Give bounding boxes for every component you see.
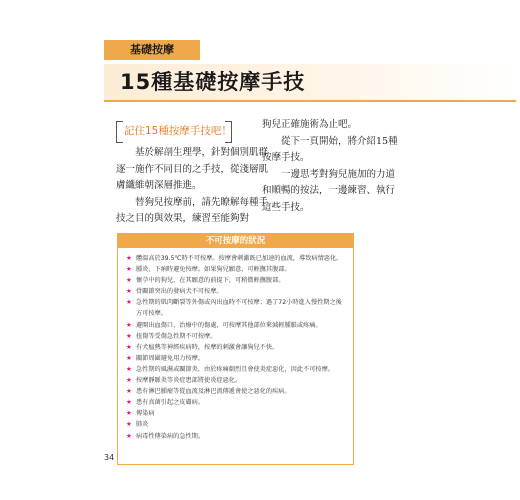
callout-bracket-left — [116, 121, 123, 143]
body-right-column — [262, 117, 402, 216]
warning-box-title: 不可按摩的狀況 — [118, 234, 353, 248]
callout — [116, 121, 232, 143]
body-left-column — [116, 145, 276, 228]
star-icon: ★ — [126, 265, 132, 274]
list-item-text: 患有淋巴腫瘤等從血流及淋巴流傳遞會使之惡化的疾病。 — [136, 388, 291, 396]
star-icon: ★ — [126, 254, 132, 262]
list-item — [126, 397, 347, 408]
title-rule — [104, 100, 516, 102]
star-icon: ★ — [126, 298, 132, 307]
list-item-text: 有犬瘟熱等神經疾病時，按摩的刺激會讓狗兒不快。 — [136, 343, 279, 351]
list-item-text: 急性期的肌肉斷裂等外傷或內出血時不可按摩；過了72小時進入慢性期之後方可按摩。 — [136, 299, 342, 318]
list-item-text: 急性期的風濕或關節炎，由於疼痛劇烈且會使炎症惡化，因此不可按摩。 — [136, 365, 334, 373]
list-item-text: 患有真菌引起之皮膚病。 — [136, 399, 205, 407]
list-item — [126, 375, 347, 386]
list-item — [126, 386, 347, 397]
star-icon: ★ — [126, 353, 132, 362]
body-paragraph: 從下一頁開始，將介紹15種按摩手技。 — [262, 135, 398, 163]
body-paragraph: 基於解剖生理學，針對個別肌群逐一施作不同目的之手技，從淺層肌膚纖維朝深層推進。 — [116, 147, 269, 191]
body-paragraph: 替狗兒按摩前，請先瞭解每種手技之目的與效果，練習至能夠對 — [116, 196, 269, 224]
list-item-text: 懷孕中的狗兒，在其願意的前提下，可稍微輕撫腹部。 — [136, 277, 285, 285]
list-item — [126, 286, 347, 297]
body-paragraph: 一邊思考對狗兒施加的力道和順暢的按法，一邊練習、執行這些手技。 — [262, 168, 396, 213]
list-item — [126, 353, 347, 364]
list-item-text: 傳染病 — [136, 410, 155, 418]
list-item — [126, 253, 347, 264]
page-title: 15種基礎按摩手技 — [120, 70, 306, 94]
list-item — [126, 331, 347, 342]
star-icon: ★ — [126, 409, 132, 418]
list-item — [126, 419, 347, 430]
list-item-text: 按摩靜脈炎等炎症患部將使炎症惡化。 — [136, 377, 242, 385]
list-item-text: 關節周圍避免用力按摩。 — [136, 354, 205, 362]
list-item — [126, 320, 347, 331]
warning-list — [118, 253, 353, 442]
list-item-text: 骨關節突出的發病犬不可按摩。 — [136, 288, 223, 296]
callout-text: 記住15種按摩手技吧！ — [124, 125, 232, 137]
star-icon: ★ — [126, 431, 132, 440]
list-item — [126, 342, 347, 353]
star-icon: ★ — [126, 376, 132, 385]
list-item — [126, 364, 347, 375]
list-item — [126, 431, 347, 442]
list-item-text: 避開出血傷口，治療中的傷處，可按摩其他部位來減輕腫脹或疼痛。 — [136, 321, 322, 329]
list-item-text: 扭傷等受傷急性期不可按摩。 — [136, 332, 217, 340]
callout-bracket-right — [225, 121, 232, 143]
warning-box — [117, 233, 354, 465]
star-icon: ★ — [126, 398, 132, 407]
star-icon: ★ — [126, 320, 132, 329]
list-item — [126, 275, 347, 286]
list-item — [126, 297, 347, 319]
list-item-text: 病毒性傳染病的急性期。 — [136, 432, 205, 440]
star-icon: ★ — [126, 364, 132, 373]
star-icon: ★ — [126, 420, 132, 429]
star-icon: ★ — [126, 331, 132, 340]
star-icon: ★ — [126, 276, 132, 285]
list-item — [126, 264, 347, 275]
list-item-text: 腫炎、下痢時避免按摩。如果狗兒願意，可輕撫其腹部。 — [136, 266, 291, 274]
list-item-text: 肺炎 — [136, 421, 149, 429]
star-icon: ★ — [126, 287, 132, 296]
star-icon: ★ — [126, 342, 132, 351]
body-paragraph: 狗兒正確施術為止吧。 — [262, 119, 358, 130]
page-number: 34 — [104, 453, 115, 462]
list-item — [126, 408, 347, 419]
star-icon: ★ — [126, 387, 132, 396]
list-item-text: 體溫高於39.5℃時不可按摩。按摩會刺激既已加速的血流，導致病情惡化。 — [136, 255, 343, 262]
section-tab: 基礎按摩 — [104, 40, 200, 60]
